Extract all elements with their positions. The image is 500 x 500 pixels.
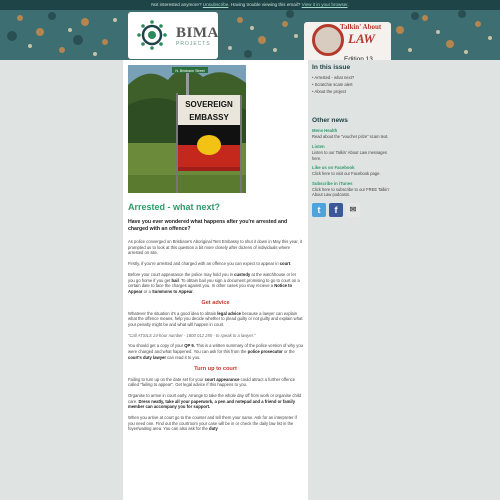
bima-logo[interactable] <box>128 12 218 59</box>
paragraph: Before your court appearance the police may hold you in custody at the watchhouse or let you go home if you get bail. To obtain bail you sign a document promising to go to court on a certain date to face the charges against you. In other cases you may recieve a Notice to Appear or a Summons to Appear. <box>128 271 300 294</box>
main-column <box>123 60 308 500</box>
paragraph: When you arrive at court go to the counter and tell them your name. Ask for an interpreter if you need one. Find out the courtroom your case will be in or check the daily law list in the foyer/waiting area. You can also ask for the duty <box>128 415 297 432</box>
bima-logo-mark-icon <box>136 19 168 51</box>
topbar-trouble-text: . Having trouble viewing this email? <box>228 2 302 7</box>
unsubscribe-link[interactable]: Unsubscribe <box>202 2 229 7</box>
news-item-heading[interactable]: Mens Health <box>312 128 338 134</box>
issue-link[interactable]: • About the project <box>312 89 394 96</box>
view-in-browser-link[interactable]: View it in your browser <box>301 2 348 7</box>
article-title: Arrested - what next? <box>128 202 221 212</box>
street-sign-text: N. Brisbane Street <box>175 69 205 73</box>
news-item-text: Read about the "voucher prize" scam text. <box>312 134 389 140</box>
section-heading-get-advice: Get advice <box>201 299 230 306</box>
other-news-heading: Other news <box>312 117 348 125</box>
banner-line-1: SOVEREIGN <box>185 100 233 109</box>
paragraph: Organise to arrive in court early. Arrange to take the whole day off from work or organise child care. Dress neatly, take all your paperwork, a pen and notepad and a friend or family member can accompany you for support. <box>128 392 302 410</box>
email-icon[interactable]: ✉ <box>346 203 360 217</box>
edition-label: Edition 13 <box>344 56 373 60</box>
news-item <box>312 165 394 177</box>
article <box>128 202 303 437</box>
topbar-end: . <box>347 2 349 7</box>
topbar-text: Not interested anymore? <box>151 2 203 7</box>
badge-law: LAW <box>348 31 375 46</box>
news-item-text: Listen to our Talkin' About Law messages here. <box>312 149 387 161</box>
news-item-heading[interactable]: Listen <box>312 143 325 149</box>
newsletter-header <box>0 10 500 60</box>
sidebar <box>312 60 394 500</box>
logo-subtext: PROJECTS <box>176 41 211 47</box>
news-item <box>312 181 394 198</box>
news-item-heading[interactable]: Like us on Facebook <box>312 165 355 171</box>
in-this-issue-heading: In this issue <box>312 64 351 71</box>
photo-illustration <box>128 65 246 193</box>
news-item-text: Click here to subscribe to our FREE Talkin' About Law podcasts. <box>312 186 390 198</box>
badge-title: Talkin' About <box>340 23 382 31</box>
dot-painting-pattern <box>0 10 500 60</box>
paragraph: Whatever the situation it's a good idea to obtain legal advice because a lawyer can explain what the offence means, help you decide whether to plead guilty or not guilty and explain what your penalty might be and what will happen in court. <box>128 310 303 328</box>
logo-text: BIMA <box>176 25 219 41</box>
paragraph: Firstly, if you're arrested and charged with an offence you can expect to appear in court. <box>128 261 292 267</box>
news-item <box>312 144 394 161</box>
top-notice-bar <box>0 0 500 10</box>
paragraph: Failing to turn up on the date set for your court appearance could attract a further offence called "failing to appear". Get legal advice if this happens to you. <box>128 376 296 388</box>
talkin-about-law-badge <box>304 22 391 60</box>
social-links <box>312 203 394 217</box>
section-heading-turn-up: Turn up to court <box>194 365 237 372</box>
atsils-quote: "Call ATSILS 24-hour number - 1800 012 255 - to speak to a lawyer." <box>128 332 256 338</box>
issue-list <box>312 75 394 95</box>
facebook-icon[interactable]: f <box>329 203 343 217</box>
issue-link[interactable]: • Scratchie scam alert <box>312 82 394 89</box>
article-lead: Have you ever wondered what happens after you're arrested and charged with an offence? <box>128 219 288 232</box>
tent-embassy-photo <box>128 65 246 193</box>
issue-link[interactable]: • Arrested - what next? <box>312 75 394 82</box>
news-item <box>312 128 394 140</box>
paragraph: You should get a copy of your QP 9. This is a written summary of the police version of why you were charged and what happened. You can ask for this from the police prosecutor or the court's duty lawyer can read it to you. <box>128 343 303 360</box>
news-item-heading[interactable]: Subscribe in iTunes <box>312 180 353 186</box>
banner-line-2: EMBASSY <box>189 113 229 122</box>
twitter-icon[interactable]: t <box>312 203 326 217</box>
paragraph: As police converged on Brisbane's Aboriginal Tent Embassy to shut it down in May this year, it prompted us to look at this question a bit more closely after dozens of individuals where arrested on site. <box>128 239 302 256</box>
news-item-text: Click here to visit our Facebook page. <box>312 171 381 177</box>
